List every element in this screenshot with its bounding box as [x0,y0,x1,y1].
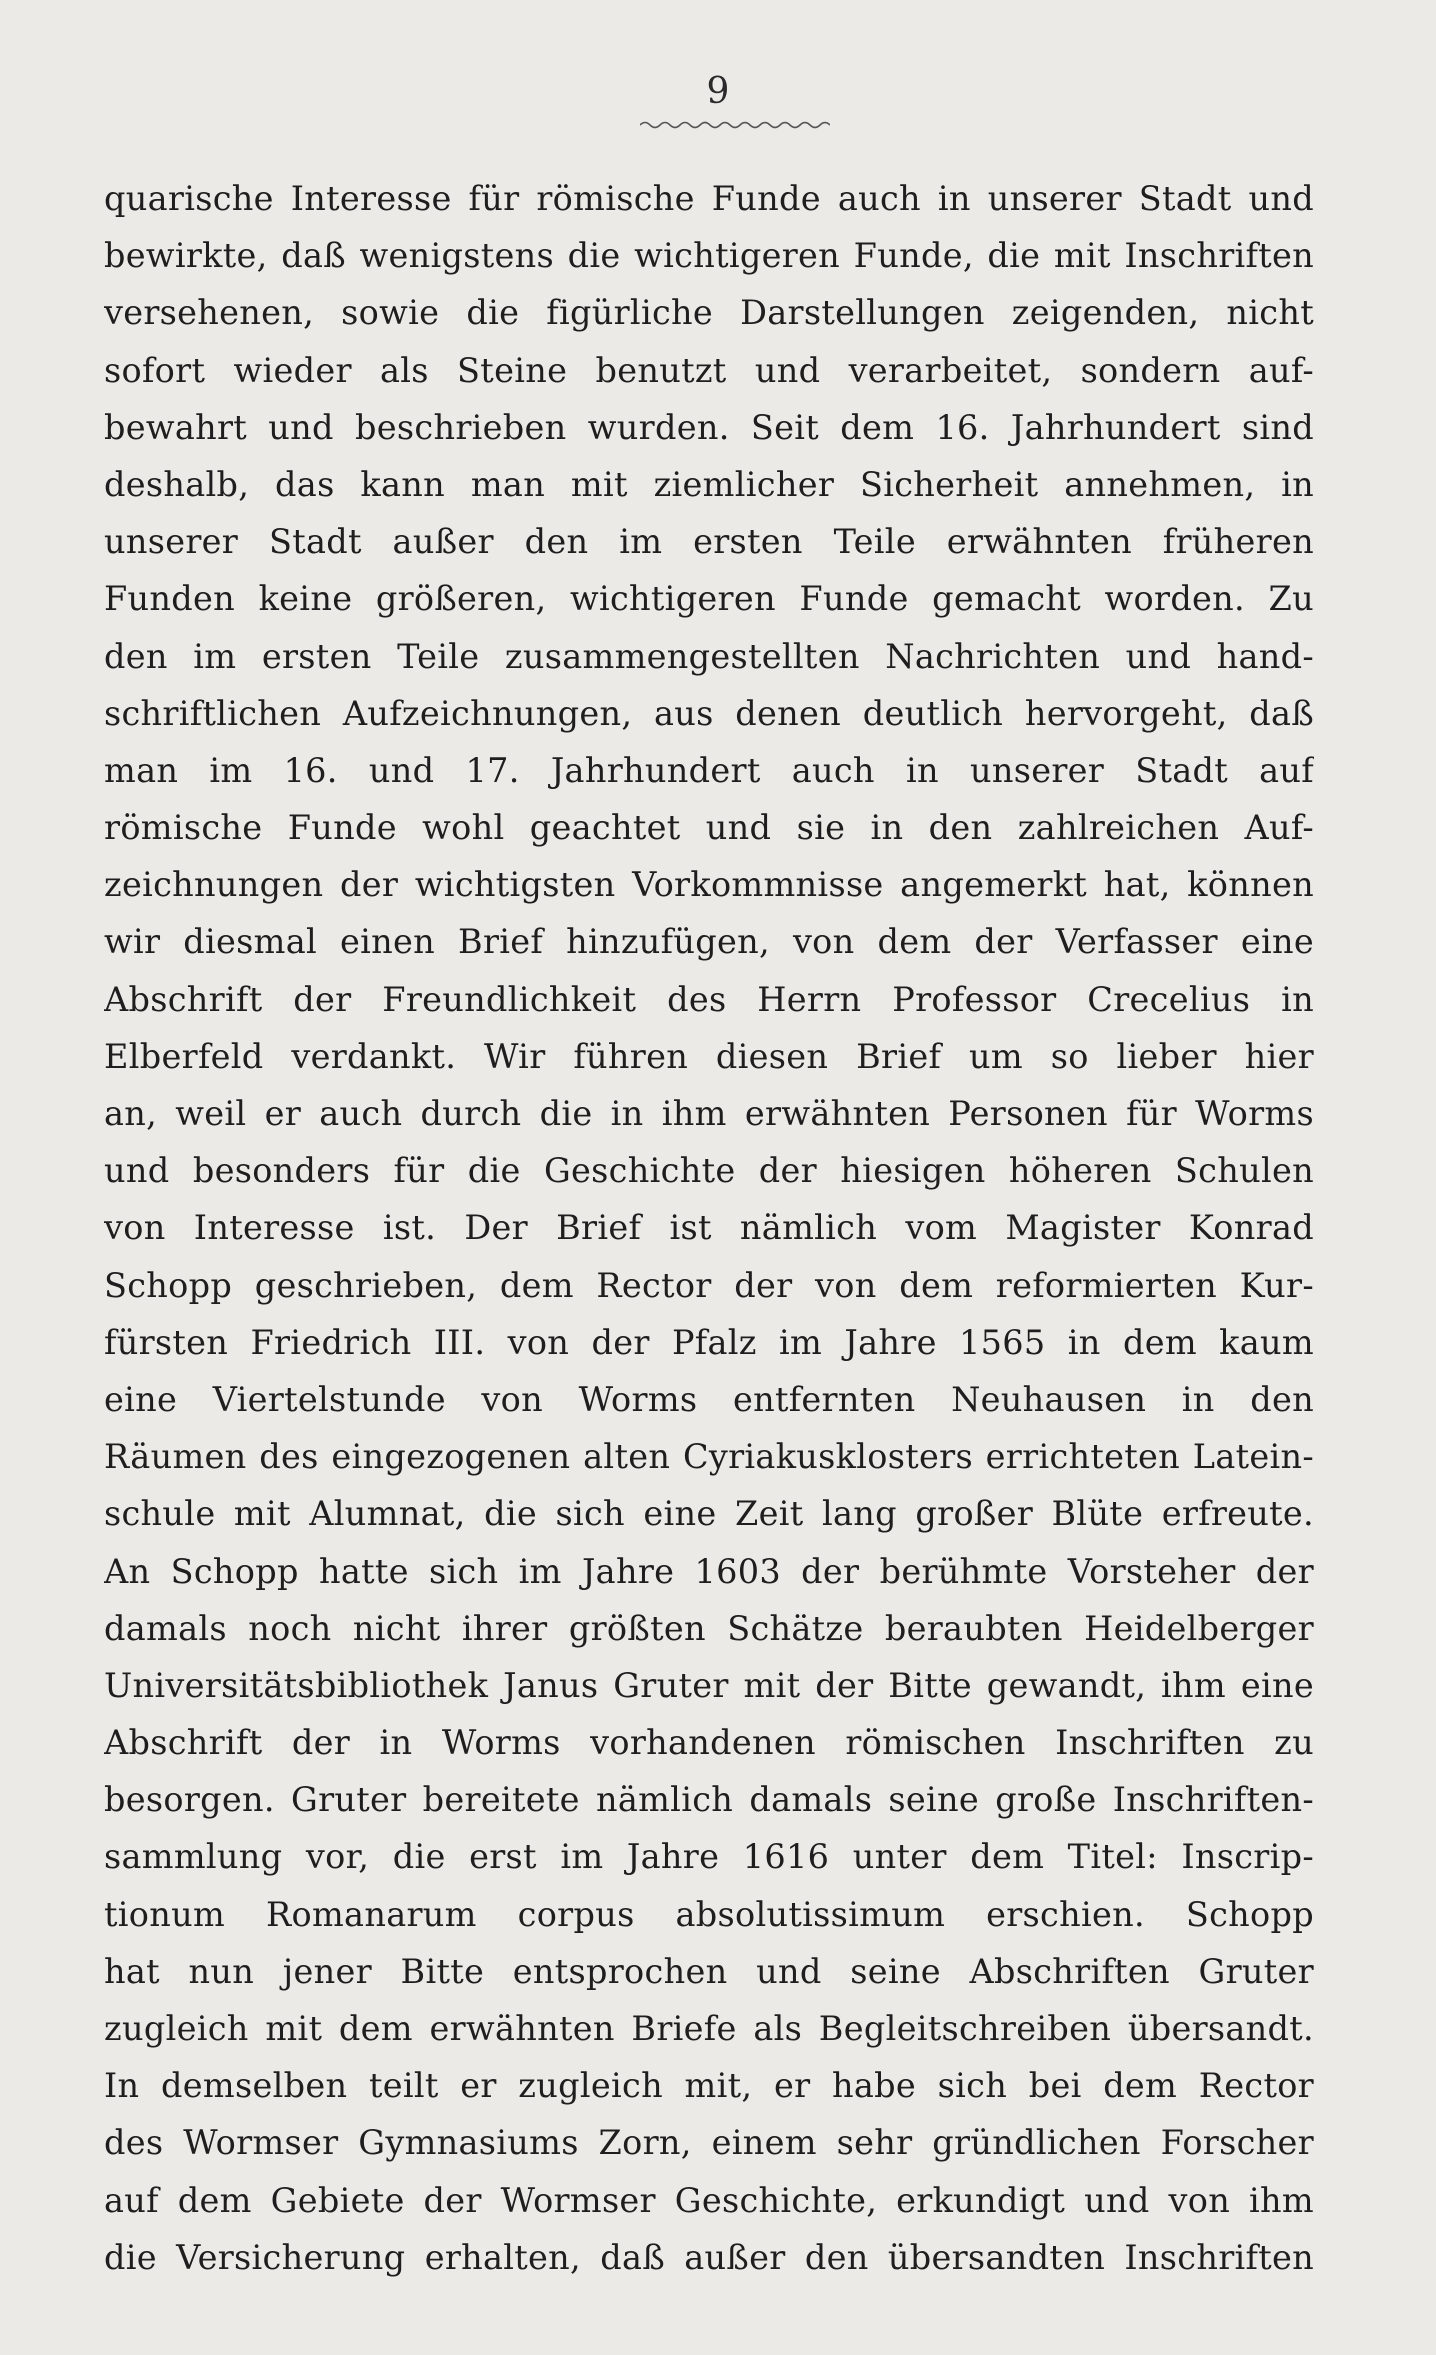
text-line: von Interesse ist. Der Brief ist nämlich vom Magister Konrad [104,1208,1314,1248]
text-line: Räumen des eingezogenen alten Cyriakusklosters errichteten Latein- [104,1437,1314,1477]
text-line: unserer Stadt außer den im ersten Teile erwähnten früheren [104,522,1314,562]
text-line: quarische Interesse für römische Funde auch in unserer Stadt und [104,179,1314,218]
text-line: bewirkte, daß wenigstens die wichtigeren Funde, die mit Inschriften [104,236,1314,276]
text-line: Abschrift der in Worms vorhandenen römischen Inschriften zu [104,1723,1314,1763]
text-line: die Versicherung erhalten, daß außer den übersandten Inschriften [104,2237,1314,2277]
text-line: schule mit Alumnat, die sich eine Zeit lang großer Blüte erfreute. [104,1494,1314,1534]
text-line: tionum Romanarum corpus absolutissimum erschien. Schopp [104,1894,1314,1934]
text-line: Universitätsbibliothek Janus Gruter mit der Bitte gewandt, ihm eine [104,1665,1314,1705]
text-line: hat nun jener Bitte entsprochen und seine Abschriften Gruter [104,1951,1314,1991]
text-line: bewahrt und beschrieben wurden. Seit dem 16. Jahrhundert sind [104,407,1314,447]
page-number: 9 [706,71,730,112]
text-line: besorgen. Gruter bereitete nämlich damals seine große Inschriften- [104,1780,1314,1820]
text-line: an, weil er auch durch die in ihm erwähnten Personen für Worms [104,1094,1314,1133]
text-line: sofort wieder als Steine benutzt und verarbeitet, sondern auf- [104,350,1314,390]
text-line: römische Funde wohl geachtet und sie in den zahlreichen Auf- [104,808,1314,848]
text-line: wir diesmal einen Brief hinzufügen, von dem der Verfasser eine [104,922,1314,962]
text-line: fürsten Friedrich III. von der Pfalz im Jahre 1565 in dem kaum [104,1322,1314,1362]
text-line: Abschrift der Freundlichkeit des Herrn Professor Crecelius in [104,979,1314,1019]
text-line: In demselben teilt er zugleich mit, er habe sich bei dem Rector [104,2066,1314,2106]
text-line: eine Viertelstunde von Worms entfernten Neuhausen in den [104,1379,1314,1419]
text-line: deshalb, das kann man mit ziemlicher Sicherheit annehmen, in [104,464,1314,504]
body-text [104,170,1314,2286]
wavy-rule-ornament [640,120,830,130]
text-line: schriftlichen Aufzeichnungen, aus denen deutlich hervorgeht, daß [104,693,1314,733]
text-line: zeichnungen der wichtigsten Vorkommnisse angemerkt hat, können [104,865,1314,905]
text-line: den im ersten Teile zusammengestellten Nachrichten und hand- [104,636,1314,676]
text-line: des Wormser Gymnasiums Zorn, einem sehr gründlichen Forscher [104,2123,1314,2163]
text-line: man im 16. und 17. Jahrhundert auch in unserer Stadt auf [104,750,1314,790]
text-line: sammlung vor, die erst im Jahre 1616 unter dem Titel: Inscrip- [104,1837,1314,1877]
text-line: Schopp geschrieben, dem Rector der von dem reformierten Kur- [104,1265,1314,1305]
text-line: damals noch nicht ihrer größten Schätze beraubten Heidelberger [104,1608,1314,1648]
text-line: zugleich mit dem erwähnten Briefe als Begleitschreiben übersandt. [104,2009,1314,2048]
text-line: An Schopp hatte sich im Jahre 1603 der berühmte Vorsteher der [104,1551,1314,1591]
text-line: versehenen, sowie die figürliche Darstellungen zeigenden, nicht [104,293,1314,333]
text-line: Elberfeld verdankt. Wir führen diesen Brief um so lieber hier [104,1036,1314,1076]
text-line: Funden keine größeren, wichtigeren Funde gemacht worden. Zu [104,579,1314,619]
text-line: auf dem Gebiete der Wormser Geschichte, erkundigt und von ihm [104,2180,1314,2220]
text-line: und besonders für die Geschichte der hiesigen höheren Schulen [104,1151,1314,1191]
